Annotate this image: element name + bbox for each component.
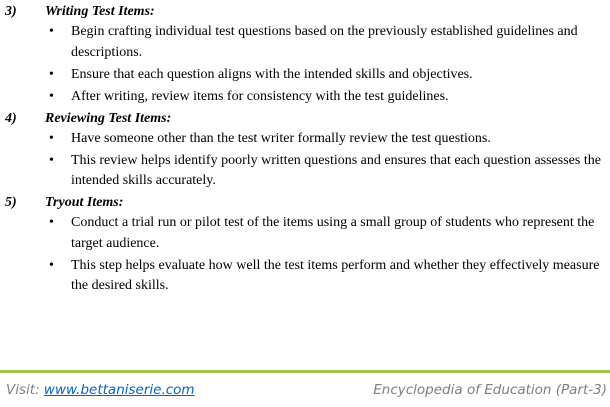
section-title: Reviewing Test Items: [45, 110, 172, 126]
section-number: 5) [5, 195, 17, 210]
bullet-icon: • [49, 88, 54, 104]
list-item-text: This review helps identify poorly written questions and ensures that each question assesses the intended skills accurately. [71, 152, 601, 188]
section-heading [0, 109, 610, 129]
section-writing-test-items [0, 2, 610, 107]
list-item [0, 87, 610, 108]
list-item-text: This step helps evaluate how well the test items perform and whether they effectively measure the desired skills. [71, 257, 600, 293]
footer-visit-label: Visit: [6, 382, 44, 398]
document-body [0, 2, 610, 298]
list-item-text: Have someone other than the test writer formally review the test questions. [71, 130, 491, 146]
section-heading [0, 2, 610, 22]
bullet-icon: • [49, 66, 54, 82]
page-footer [0, 380, 610, 402]
bullet-icon: • [49, 257, 54, 273]
section-heading [0, 193, 610, 213]
footer-divider [0, 370, 610, 373]
section-tryout-items [0, 193, 610, 297]
bullet-icon: • [49, 152, 54, 168]
list-item-text: After writing, review items for consistency with the test guidelines. [71, 88, 449, 104]
list-item [0, 151, 610, 192]
footer-website-link[interactable]: www.bettaniserie.com [43, 382, 195, 398]
list-item-text: Begin crafting individual test questions based on the previously established guidelines and descriptions. [71, 24, 578, 60]
section-number: 3) [5, 4, 17, 19]
footer-visit [6, 382, 195, 398]
list-item-text: Conduct a trial run or pilot test of the items using a small group of students who represent the target audience. [71, 215, 595, 251]
list-item [0, 213, 610, 254]
bullet-icon: • [49, 130, 54, 146]
bullet-icon: • [49, 24, 54, 39]
list-item [0, 65, 610, 86]
section-reviewing-test-items [0, 109, 610, 192]
section-title: Tryout Items: [45, 195, 124, 210]
list-item [0, 129, 610, 150]
footer-book-title: Encyclopedia of Education (Part-3) [373, 382, 607, 398]
list-item-text: Ensure that each question aligns with the intended skills and objectives. [71, 66, 473, 82]
section-title: Writing Test Items: [45, 4, 155, 19]
section-number: 4) [5, 110, 17, 126]
list-item [0, 22, 610, 63]
list-item [0, 256, 610, 297]
bullet-icon: • [49, 215, 54, 230]
